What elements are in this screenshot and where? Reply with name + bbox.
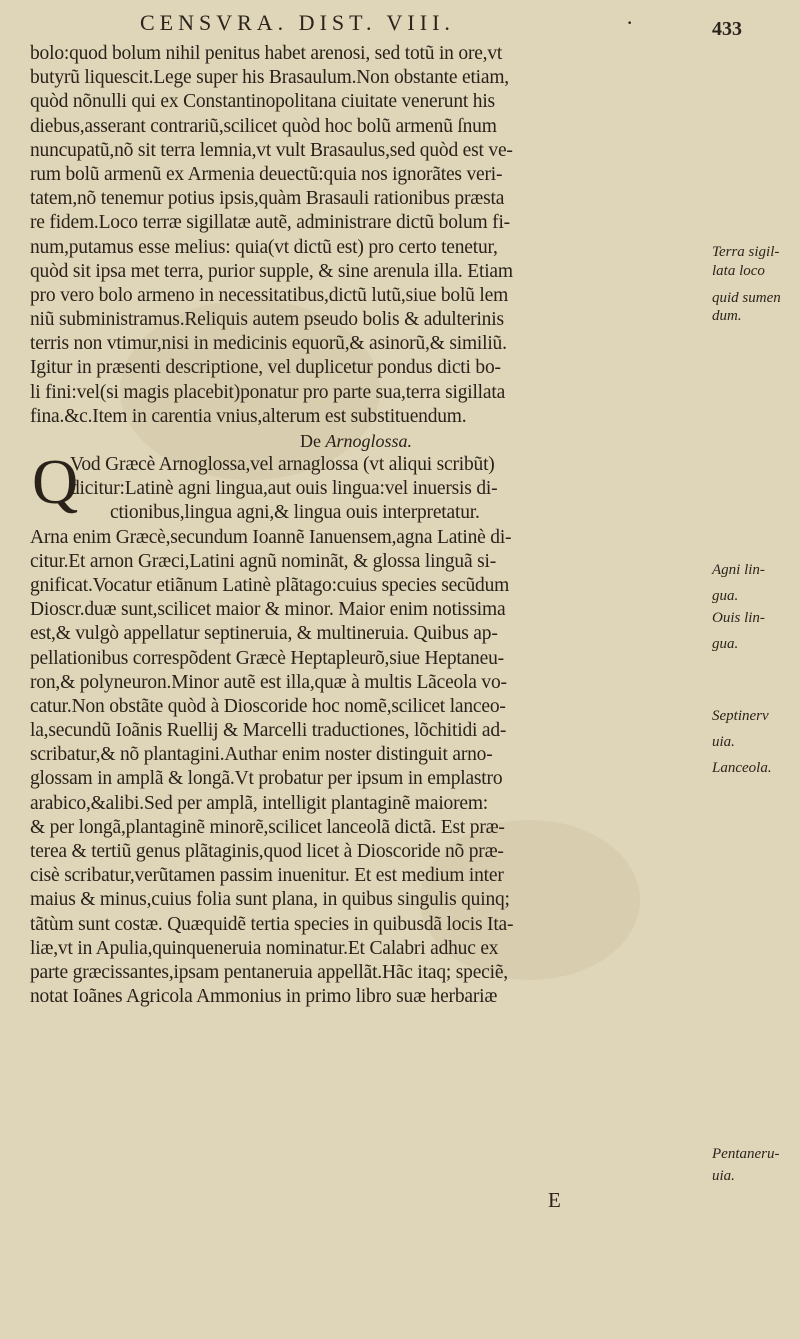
text-line: glossam in amplã & longã.Vt probatur per ipsum in emplastro (30, 768, 503, 790)
margin-note: lata loco (712, 263, 765, 279)
text-line: ctionibus,lingua agni,& lingua ouis interpretatur. (110, 502, 480, 524)
text-line: parte græcissantes,ipsam pentaneruia appellãt.Hãc itaq; speciẽ, (30, 961, 508, 983)
margin-note: quid sumen (712, 290, 781, 306)
text-line: Vod Græcè Arnoglossa,vel arnaglossa (vt aliqui scribũt) (70, 454, 495, 475)
text-line: butyrũ liquescit.Lege super his Brasaulum.Non obstante etiam, (30, 67, 509, 89)
signature-mark: E (548, 1188, 561, 1212)
text-line: pro vero bolo armeno in necessitatibus,dictũ lutũ,siue bolũ lem (30, 284, 509, 306)
text-line: nuncupatũ,nõ sit terra lemnia,vt vult Brasaulus,sed quòd est ve- (30, 139, 513, 161)
margin-note: Septinerv (712, 708, 769, 724)
margin-note: Agni lin- (712, 562, 765, 578)
margin-note: uia. (712, 1168, 735, 1184)
text-line: diebus,asserant contrariũ,scilicet quòd hoc bolũ armenũ ſnum (30, 115, 497, 137)
main-text (30, 42, 710, 1009)
text-line: est,& vulgò appellatur septineruia, & multineruia. Quibus ap- (30, 623, 498, 645)
text-line: catur.Non obstãte quòd à Dioscoride hoc nomẽ,scilicet lanceo- (30, 695, 506, 717)
text-line: quòd sit ipsa met terra, purior supple, & sine arenula illa. Etiam (30, 260, 513, 282)
text-line: cisè scribatur,verũtamen passim inuenitur. Et est medium inter (30, 865, 504, 887)
margin-note: uia. (712, 734, 735, 750)
section-heading-title: Arnoglossa. (325, 431, 413, 451)
text-line: tatem,nõ tenemur potius ipsis,quàm Brasauli rationibus præsta (30, 188, 505, 210)
text-line: num,putamus esse melius: quia(vt dictũ est) pro certo tenetur, (30, 236, 498, 258)
text-line: dicitur:Latinè agni lingua,aut ouis lingua:vel inuersis di- (70, 478, 498, 500)
margin-note: Lanceola. (712, 760, 772, 776)
text-line: re fidem.Loco terræ sigillatæ autẽ, administrare dictũ bolum fi- (30, 212, 510, 234)
text-line: gnificat.Vocatur etiãnum Latinè plãtago:cuius species secũdum (30, 574, 510, 596)
text-line: terea & tertiũ genus plãtaginis,quod licet à Dioscoride nõ præ- (30, 841, 504, 862)
text-line: li fini:vel(si magis placebit)ponatur pro parte sua,terra sigillata (30, 381, 506, 403)
text-line: citur.Et arnon Græci,Latini agnũ nominãt, & glossa linguã si- (30, 550, 497, 572)
text-line: bolo:quod bolum nihil penitus habet arenosi, sed totũ in ore,vt (30, 43, 503, 64)
margin-note: Pentaneru- (712, 1146, 780, 1162)
text-line: pellationibus correspõdent Græcè Heptapleurõ,siue Heptaneu- (30, 647, 504, 669)
margin-note: Ouis lin- (712, 610, 765, 626)
text-line: Dioscr.duæ sunt,scilicet maior & minor. Maior enim notissima (30, 599, 506, 621)
margin-note: Terra sigil- (712, 244, 780, 260)
page-number: 433 (712, 18, 742, 40)
text-line: niũ subministramus.Reliquis autem pseudo bolis & adulterinis (30, 309, 504, 331)
text-line: scribatur,& nõ plantagini.Authar enim noster distinguit arno- (30, 744, 493, 766)
margin-note: dum. (712, 308, 742, 324)
text-line: la,secundũ Ioãnis Ruellij & Marcelli traductiones, lõchitidi ad- (30, 720, 507, 742)
text-line: maius & minus,cuius folia sunt plana, in quibus singulis quinq; (30, 889, 510, 911)
text-line: ron,& polyneuron.Minor autẽ est illa,quæ à multis Lãceola vo- (30, 671, 507, 693)
text-line: fina.&c.Item in carentia vnius,alterum est substituendum. (30, 405, 467, 427)
text-line: Igitur in præsenti descriptione, vel duplicetur pondus dicti bo- (30, 357, 501, 379)
margin-note: gua. (712, 636, 739, 652)
text-line: liæ,vt in Apulia,quinqueneruia nominatur.Et Calabri adhuc ex (30, 937, 499, 959)
text-line: arabico,&alibi.Sed per amplã, intelligit plantaginẽ maiorem: (30, 792, 489, 814)
dropcap-letter: Q (32, 446, 79, 517)
running-head: CENSVRA. DIST. VIII. (140, 10, 455, 35)
margin-note: gua. (712, 588, 739, 604)
text-line: quòd nõnulli qui ex Constantinopolitana ciuitate venerunt his (30, 91, 495, 113)
text-line: & per longã,plantaginẽ minorẽ,scilicet lanceolã dictã. Est præ- (30, 816, 505, 838)
dropcap-paragraph (30, 446, 710, 526)
header-dot: · (626, 10, 634, 35)
section-heading-prefix: De (300, 431, 321, 451)
text-line: Arna enim Græcè,secundum Ioannẽ Ianuensem,agna Latinè di- (30, 526, 512, 548)
text-line: rum bolũ armenũ ex Armenia deuectũ:quia nos ignorãtes veri- (30, 163, 503, 185)
text-line: notat Ioãnes Agricola Ammonius in primo libro suæ herbariæ (30, 986, 498, 1008)
section-heading (30, 429, 710, 453)
text-line: tãtùm sunt costæ. Quæquidẽ tertia species in quibusdã locis Ita- (30, 913, 514, 935)
text-line: terris non vtimur,nisi in medicinis equorũ,& asinorũ,& similiũ. (30, 333, 507, 355)
